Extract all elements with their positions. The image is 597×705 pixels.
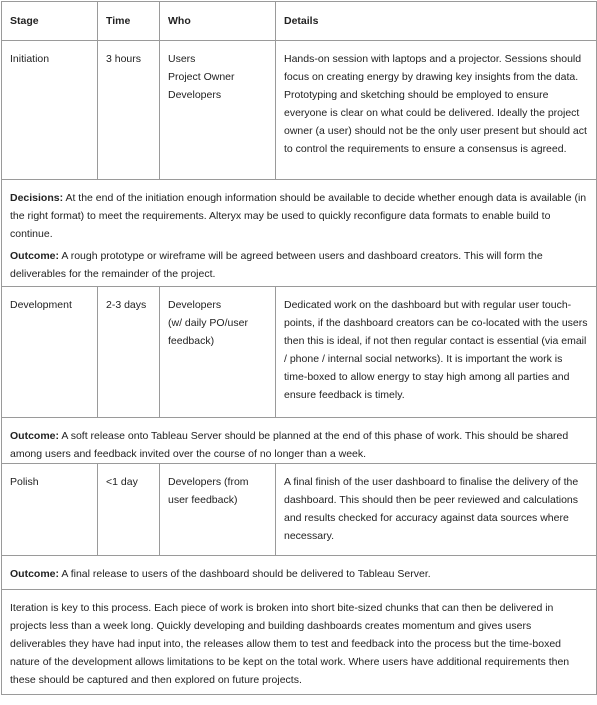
details-cell: A final finish of the user dashboard to finalise the delivery of the dashboard. This should then be peer reviewed and calculations and results checked for accuracy against data sources where necessary. — [276, 464, 597, 556]
who-line: Developers — [168, 299, 222, 311]
stage-cell: Polish — [2, 464, 98, 556]
details-cell: Dedicated work on the dashboard but with regular user touch-points, if the dashboard creators can be co-located with the users then this is ideal, if not then regular contact is essential (via email / phone / internal social networks). It is important the work is time-boxed to allow energy to stay high among all parties and ensure feedback is timely. — [276, 287, 597, 418]
header-stage: Stage — [2, 2, 98, 41]
time-cell: 3 hours — [98, 41, 160, 180]
decisions-text: At the end of the initiation enough information should be available to decide whether enough data is available (in the right format) to meet the requirements. Alteryx may be used to quickly reconfigure data formats to enable build to continue. — [10, 192, 587, 240]
time-cell: 2-3 days — [98, 287, 160, 418]
time-cell: <1 day — [98, 464, 160, 556]
note-cell — [2, 418, 597, 464]
who-cell — [160, 464, 276, 556]
summary-cell — [2, 590, 597, 695]
header-who: Who — [160, 2, 276, 41]
table-row — [2, 41, 597, 180]
decisions-label: Decisions: — [10, 192, 64, 204]
outcome-row — [2, 556, 597, 590]
outcome-label: Outcome: — [10, 250, 60, 262]
who-line: user feedback) — [168, 494, 238, 506]
outcome-text: A final release to users of the dashboard should be delivered to Tableau Server. — [59, 568, 431, 580]
outcome-note — [10, 427, 588, 463]
who-line: Project Owner — [168, 71, 235, 83]
who-line: feedback) — [168, 335, 215, 347]
who-cell — [160, 287, 276, 418]
outcome-note — [10, 565, 588, 583]
outcome-text: A soft release onto Tableau Server should be planned at the end of this phase of work. This should be shared among users and feedback invited over the course of no longer than a week. — [10, 430, 569, 460]
table-row — [2, 464, 597, 556]
summary-row — [2, 590, 597, 695]
decisions-outcome-row — [2, 180, 597, 287]
decisions-note — [10, 189, 588, 243]
outcome-text: A rough prototype or wireframe will be agreed between users and dashboard creators. This will form the deliverables for the remainder of the project. — [10, 250, 543, 280]
stage-cell: Initiation — [2, 41, 98, 180]
details-cell: Hands-on session with laptops and a projector. Sessions should focus on creating energy by drawing key insights from the data. Prototyping and sketching should be employed to ensure everyone is clear on what could be delivered. Ideally the project owner (a user) should not be the only user present but should act to control the requirements to ensure a consensus is agreed. — [276, 41, 597, 180]
who-line: Users — [168, 53, 196, 65]
outcome-note — [10, 247, 588, 283]
table-row — [2, 287, 597, 418]
who-line: (w/ daily PO/user — [168, 317, 248, 329]
outcome-row — [2, 418, 597, 464]
outcome-label: Outcome: — [10, 430, 60, 442]
who-cell — [160, 41, 276, 180]
header-details: Details — [276, 2, 597, 41]
who-line: Developers (from — [168, 476, 249, 488]
outcome-label: Outcome: — [10, 568, 60, 580]
table-header-row — [2, 2, 597, 41]
process-table — [1, 1, 597, 695]
summary-text: Iteration is key to this process. Each piece of work is broken into short bite-sized chunks that can then be delivered in projects less than a week long. Quickly developing and building dashboards creates momentum and gives users deliverables they have had input into, the releases allow them to test and feedback into the process but the time-boxed nature of the development allows limitations to be kept on the total work. Where users have additional requirements then these should be captured and then explored on future projects. — [10, 602, 570, 686]
note-cell — [2, 556, 597, 590]
note-cell — [2, 180, 597, 287]
who-line: Developers — [168, 89, 222, 101]
stage-cell: Development — [2, 287, 98, 418]
header-time: Time — [98, 2, 160, 41]
